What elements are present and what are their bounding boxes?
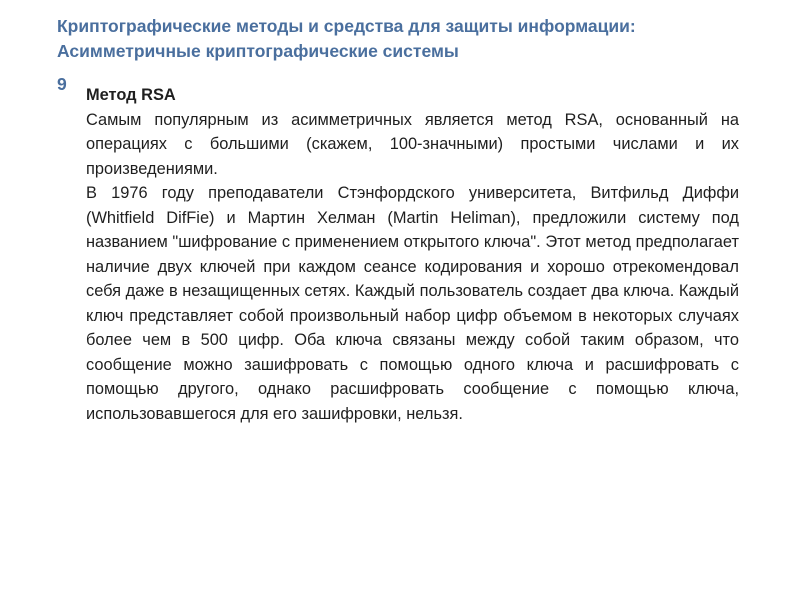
page-number: 9 [57, 74, 67, 94]
section-title: Метод RSA [86, 86, 176, 104]
header-title-line-2: Асимметричные криптографические системы [57, 41, 459, 61]
paragraph-intro: Самым популярным из асимметричных является метод RSA, основанный на операциях с большими (скажем, 100-значными) простыми числами и их произведениями. [86, 110, 739, 178]
slide-content [86, 83, 739, 426]
paragraph-history: В 1976 году преподаватели Стэнфордского университета, Витфильд Диффи (Whitfield DifFie) и Мартин Хелман (Martin Heliman), предложили систему под названием "шифрование с применением открытого ключа". Этот метод предполагает наличие двух ключей при каждом сеансе кодирования и хорошо отрекомендовал себя даже в незащищенных сетях. Каждый пользователь создает два ключа. Каждый ключ представляет собой произвольный набор цифр объемом в некоторых случаях более чем в 500 цифр. Оба ключа связаны между собой таким образом, что сообщение можно зашифровать с помощью одного ключа и расшифровать с помощью другого, однако расшифровать сообщение с помощью ключа, использовавшегося для его зашифровки, нельзя. [86, 184, 739, 423]
header-title-line-1: Криптографические методы и средства для защиты информации: [57, 16, 636, 36]
slide-header [57, 14, 757, 64]
